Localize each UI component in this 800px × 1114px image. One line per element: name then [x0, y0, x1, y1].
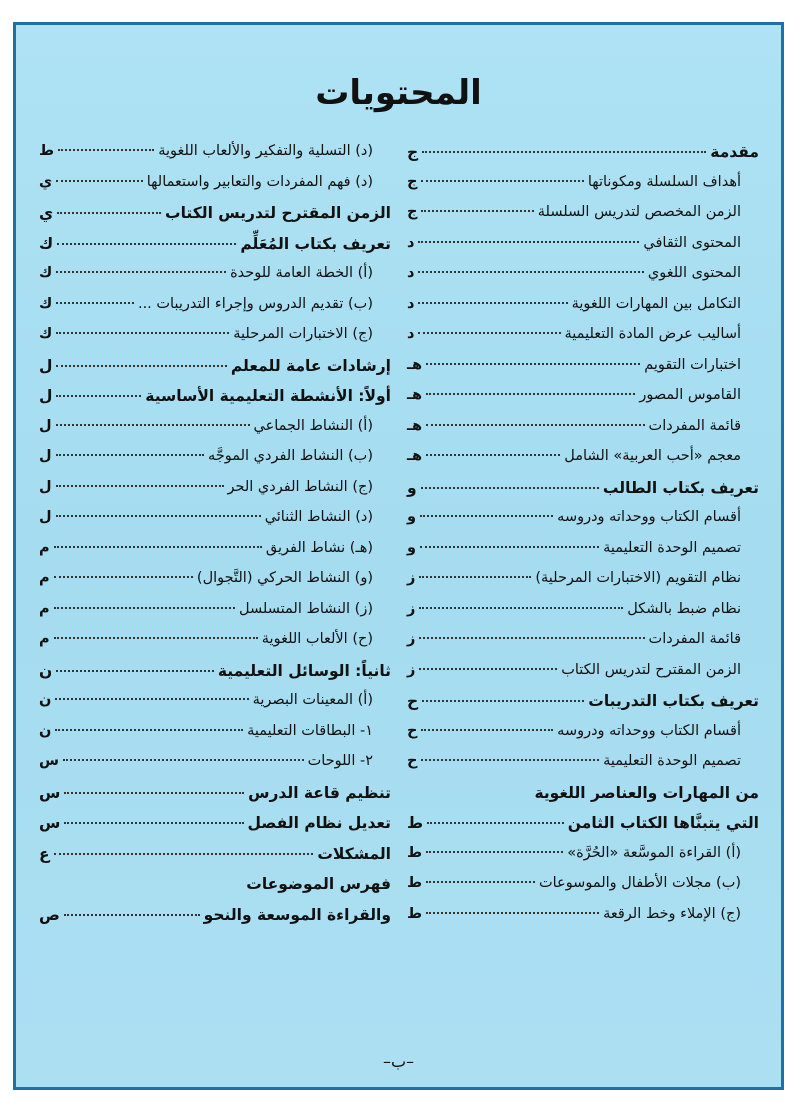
toc-entry-label: (ب) مجلات الأطفال والموسوعات: [538, 875, 741, 891]
toc-entry: [407, 235, 759, 266]
toc-entry-page: ك: [39, 295, 53, 312]
toc-entry-page: ز: [407, 570, 416, 586]
toc-entry: [39, 265, 391, 296]
toc-entry-page: د: [407, 295, 415, 312]
dot-leader: [56, 424, 250, 426]
toc-right-column: [407, 143, 759, 936]
dot-leader: [56, 332, 229, 334]
toc-entry-page: ي: [39, 173, 53, 190]
toc-entry: [39, 875, 391, 906]
toc-entry: [407, 357, 759, 388]
toc-entry: [39, 723, 391, 754]
dot-leader: [54, 637, 258, 639]
toc-entry-page: ل: [39, 387, 53, 405]
dot-leader: [420, 515, 553, 517]
toc-entry-page: و: [407, 478, 417, 497]
toc-entry-page: س: [39, 753, 60, 769]
toc-entry-label: (أ) المعينات البصرية: [252, 692, 373, 708]
toc-entry-label: القاموس المصور: [639, 387, 741, 403]
dot-leader: [54, 576, 193, 578]
toc-entry-label: ٢- اللوحات: [307, 753, 373, 769]
toc-entry-label: الزمن المقترح لتدريس الكتاب: [165, 204, 391, 222]
toc-entry-page: و: [407, 539, 417, 556]
dot-leader: [56, 180, 142, 182]
toc-entry-label: أساليب عرض المادة التعليمية: [564, 326, 741, 342]
toc-entry-page: ل: [39, 478, 52, 495]
toc-entry: [407, 906, 759, 937]
toc-entry: [407, 448, 759, 479]
toc-entry-label: من المهارات والعناصر اللغوية: [534, 783, 759, 802]
dot-leader: [422, 700, 584, 702]
dot-leader: [64, 822, 243, 824]
dot-leader: [426, 881, 535, 883]
toc-entry-page: ج: [407, 173, 418, 190]
toc-entry: [39, 357, 391, 388]
toc-entry-label: (أ) النشاط الجماعي: [253, 417, 373, 434]
dot-leader: [56, 365, 226, 367]
toc-entry-label: (هـ) نشاط الفريق: [265, 539, 373, 556]
toc-entry: [407, 723, 759, 754]
toc-entry-label: المحتوى الثقافي: [643, 234, 741, 251]
toc-entry: [39, 540, 391, 571]
toc-entry-label: (د) النشاط الثنائي: [264, 509, 373, 525]
toc-entry-page: ز: [407, 631, 416, 647]
toc-entry: [39, 326, 391, 357]
toc-entry: [407, 753, 759, 784]
toc-entry-page: ك: [39, 265, 53, 281]
toc-page: [13, 22, 784, 1090]
dot-leader: [419, 668, 557, 670]
toc-entry-label: تعديل نظام الفصل: [247, 814, 391, 832]
toc-entry-label: تعريف بكتاب الطالب: [602, 478, 759, 497]
toc-entry: [39, 753, 391, 784]
dot-leader: [56, 515, 261, 517]
toc-entry-page: ج: [407, 143, 419, 161]
toc-entry-label: (أ) الخطة العامة للوحدة: [230, 265, 373, 281]
toc-entry: [407, 570, 759, 601]
toc-entry-label: (د) التسلية والتفكير والألعاب اللغوية: [158, 143, 373, 159]
dot-leader: [419, 607, 623, 609]
toc-entry-page: م: [39, 570, 50, 586]
toc-entry-page: م: [39, 539, 50, 556]
dot-leader: [418, 332, 560, 334]
toc-entry-label: (ج) الإملاء وخط الرقعة: [603, 905, 741, 922]
toc-entry-page: س: [39, 814, 61, 832]
page-title: المحتويات: [315, 73, 482, 113]
dot-leader: [421, 729, 553, 731]
toc-entry-page: ع: [39, 844, 50, 863]
toc-entry-page: ن: [39, 692, 52, 708]
dot-leader: [427, 822, 564, 824]
toc-entry-label: تصميم الوحدة التعليمية: [603, 539, 741, 556]
toc-entry: [39, 570, 391, 601]
toc-entry-label: إرشادات عامة للمعلم: [230, 356, 391, 375]
toc-entry-label: أقسام الكتاب ووحداته ودروسه: [557, 509, 741, 525]
toc-entry-label: الزمن المخصص لتدريس السلسلة: [537, 204, 741, 220]
toc-entry: [407, 265, 759, 296]
toc-entry-label: (د) فهم المفردات والتعابير واستعمالها: [146, 173, 373, 190]
dot-leader: [64, 914, 200, 916]
toc-entry-page: ح: [407, 692, 419, 710]
toc-entry: [39, 601, 391, 632]
toc-entry: [407, 601, 759, 632]
dot-leader: [422, 151, 706, 153]
dot-leader: [418, 241, 639, 243]
dot-leader: [56, 485, 224, 487]
toc-entry-page: هـ: [407, 448, 423, 464]
toc-entry: [39, 692, 391, 723]
toc-entry: [39, 906, 391, 937]
toc-entry-page: د: [407, 234, 415, 251]
dot-leader: [56, 454, 204, 456]
toc-entry-page: ك: [39, 326, 53, 342]
toc-entry-label: أقسام الكتاب ووحداته ودروسه: [557, 722, 741, 739]
toc-entry-label: تنظيم قاعة الدرس: [248, 783, 391, 802]
toc-entry: [407, 845, 759, 876]
toc-entry-label: فهرس الموضوعات: [246, 875, 391, 893]
toc-entry: [39, 296, 391, 327]
toc-entry: [407, 326, 759, 357]
toc-entry: [407, 509, 759, 540]
toc-entry-label: ثانياً: الوسائل التعليمية: [217, 661, 391, 680]
toc-entry: [39, 662, 391, 693]
dot-leader: [418, 302, 567, 304]
toc-entry: [407, 662, 759, 693]
dot-leader: [54, 853, 314, 855]
toc-entry-page: ط: [39, 143, 55, 159]
toc-entry-page: ك: [39, 234, 54, 253]
toc-entry: [407, 540, 759, 571]
toc-entry: [407, 143, 759, 174]
toc-entry: [39, 387, 391, 418]
dot-leader: [57, 243, 236, 245]
toc-entry-page: ط: [407, 905, 423, 922]
dot-leader: [418, 271, 643, 273]
dot-leader: [421, 759, 599, 761]
toc-entry-page: ز: [407, 600, 416, 617]
toc-entry-page: هـ: [407, 356, 423, 373]
dot-leader: [426, 363, 640, 365]
toc-entry: [39, 509, 391, 540]
toc-entry-label: أهداف السلسلة ومكوناتها: [587, 173, 741, 190]
toc-entry-label: أولاً: الأنشطة التعليمية الأساسية: [145, 387, 391, 405]
toc-entry-label: قائمة المفردات: [648, 417, 741, 434]
toc-entry-page: ن: [39, 661, 53, 680]
toc-entry-label: (و) النشاط الحركي (التَّجوال): [196, 570, 373, 586]
toc-entry-page: ح: [407, 753, 418, 769]
toc-entry-label: مقدمة: [710, 143, 759, 161]
toc-entry-page: ل: [39, 356, 53, 375]
toc-entry-page: ط: [407, 875, 423, 891]
toc-entry: [39, 479, 391, 510]
toc-entry-label: تصميم الوحدة التعليمية: [603, 753, 741, 769]
dot-leader: [426, 454, 560, 456]
dot-leader: [54, 607, 235, 609]
toc-entry-label: (ج) الاختبارات المرحلية: [233, 326, 373, 342]
toc-entry: [407, 875, 759, 906]
toc-entry-label: اختبارات التقويم: [644, 356, 741, 373]
dot-leader: [426, 912, 599, 914]
dot-leader: [421, 487, 599, 489]
toc-entry-label: التكامل بين المهارات اللغوية: [571, 295, 741, 312]
toc-entry-label: (ب) النشاط الفردي الموجَّه: [207, 448, 373, 464]
toc-entry-page: ح: [407, 722, 418, 739]
toc-entry-label: (ب) تقديم الدروس وإجراء التدريبات ...: [137, 295, 373, 312]
toc-entry-page: س: [39, 783, 61, 802]
toc-entry-label: قائمة المفردات: [648, 631, 741, 647]
toc-entry: [407, 296, 759, 327]
toc-entry: [39, 204, 391, 235]
dot-leader: [421, 180, 583, 182]
toc-entry-page: و: [407, 509, 417, 525]
dot-leader: [54, 546, 262, 548]
toc-entry: [407, 174, 759, 205]
dot-leader: [63, 759, 304, 761]
toc-entry-page: ط: [407, 814, 424, 832]
toc-entry: [39, 448, 391, 479]
toc-entry: [407, 204, 759, 235]
toc-entry-page: ط: [407, 844, 423, 861]
toc-entry-label: معجم «أحب العربية» الشامل: [564, 448, 741, 464]
dot-leader: [56, 302, 134, 304]
toc-entry-label: نظام التقويم (الاختبارات المرحلية): [535, 570, 741, 586]
dot-leader: [426, 424, 645, 426]
dot-leader: [420, 546, 599, 548]
toc-entry-label: تعريف بكتاب التدريبات: [588, 692, 759, 710]
toc-entry: [39, 845, 391, 876]
dot-leader: [426, 851, 563, 853]
toc-entry-page: م: [39, 600, 50, 617]
toc-entry: [39, 814, 391, 845]
toc-entry-label: (ج) النشاط الفردي الحر: [227, 478, 373, 495]
dot-leader: [57, 212, 161, 214]
toc-entry-page: ل: [39, 417, 52, 434]
toc-entry-label: الزمن المقترح لتدريس الكتاب: [561, 661, 741, 678]
toc-entry-page: ج: [407, 204, 418, 220]
toc-entry-label: (أ) القراءة الموسَّعة «الحُرَّة»: [567, 844, 741, 861]
toc-entry: [407, 479, 759, 510]
toc-entry-label: نظام ضبط بالشكل: [627, 600, 741, 617]
toc-entry-label: المشكلات: [317, 844, 391, 863]
toc-left-column: [39, 143, 391, 936]
dot-leader: [419, 637, 644, 639]
toc-entry-page: هـ: [407, 387, 423, 403]
dot-leader: [426, 393, 635, 395]
dot-leader: [56, 271, 226, 273]
dot-leader: [55, 698, 248, 700]
toc-entry-label: تعريف بكتاب المُعَلِّم: [240, 234, 391, 253]
toc-entry-label: (ز) النشاط المتسلسل: [239, 600, 373, 617]
toc-entry-label: التي يتبنَّاها الكتاب الثامن: [567, 814, 759, 832]
toc-entry-page: ز: [407, 661, 416, 678]
toc-entry-page: هـ: [407, 417, 423, 434]
toc-entry: [407, 418, 759, 449]
toc-entry: [39, 631, 391, 662]
toc-entry: [39, 784, 391, 815]
toc-entry-page: د: [407, 265, 415, 281]
toc-entry-page: م: [39, 631, 50, 647]
dot-leader: [56, 395, 141, 397]
toc-entry-page: ل: [39, 448, 52, 464]
dot-leader: [56, 670, 214, 672]
dot-leader: [419, 576, 531, 578]
page-number: –ب–: [382, 1052, 415, 1071]
toc-entry: [39, 174, 391, 205]
toc-entry-label: والقراءة الموسعة والنحو: [203, 905, 391, 924]
dot-leader: [421, 210, 533, 212]
toc-entry-label: (ح) الألعاب اللغوية: [261, 631, 373, 647]
toc-entry: [39, 143, 391, 174]
toc-entry-label: المحتوى اللغوي: [647, 265, 741, 281]
dot-leader: [55, 729, 243, 731]
toc-entry: [407, 814, 759, 845]
dot-leader: [64, 792, 244, 794]
toc-entry: [407, 692, 759, 723]
toc-entry-page: ص: [39, 905, 60, 924]
toc-entry: [39, 235, 391, 266]
toc-entry-page: ل: [39, 509, 52, 525]
toc-entry: [407, 387, 759, 418]
toc-entry-label: ١- البطاقات التعليمية: [247, 722, 373, 739]
toc-entry: [407, 631, 759, 662]
toc-entry-page: ي: [39, 204, 54, 222]
toc-entry: [407, 784, 759, 815]
dot-leader: [58, 149, 154, 151]
toc-entry: [39, 418, 391, 449]
toc-entry-page: ن: [39, 722, 52, 739]
toc-entry-page: د: [407, 326, 415, 342]
